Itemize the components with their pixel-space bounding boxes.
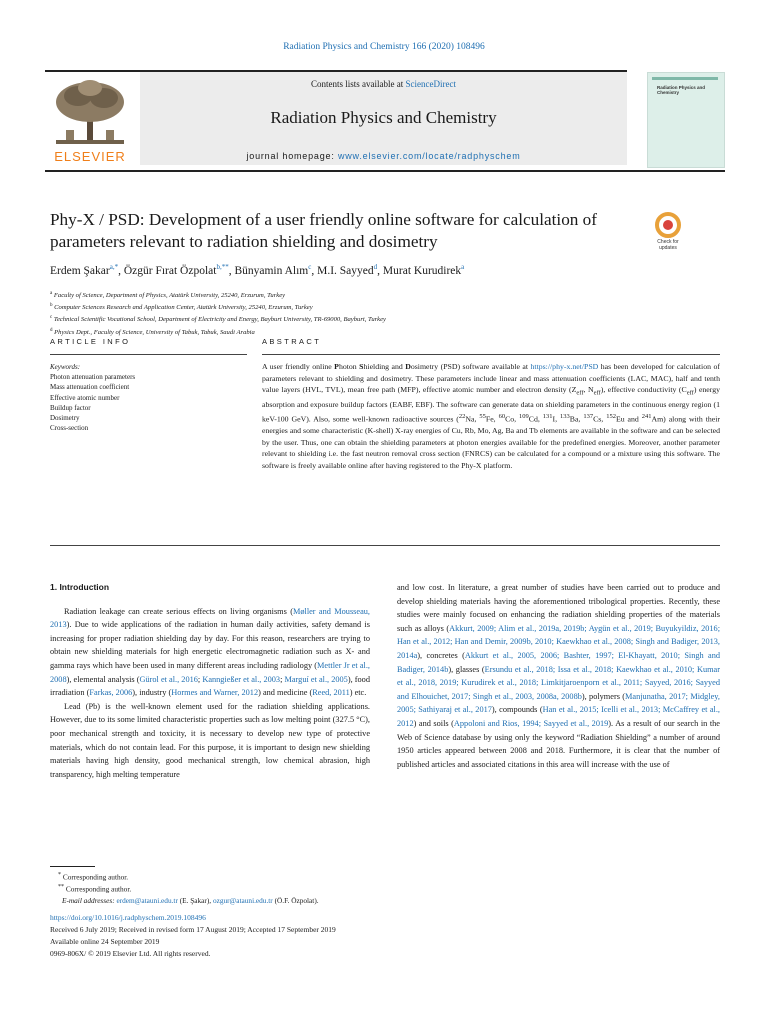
reference-link[interactable]: Møller and Mousseau, 2013 bbox=[50, 606, 370, 630]
journal-cover-thumbnail[interactable] bbox=[647, 72, 725, 168]
affiliations bbox=[50, 289, 710, 338]
header-rule bbox=[45, 170, 725, 172]
journal-homepage: journal homepage: www.elsevier.com/locate/radphyschem bbox=[246, 151, 521, 161]
reference-link[interactable]: Marguí et al., 2005 bbox=[284, 674, 348, 684]
author-affil-marker[interactable]: c bbox=[308, 263, 312, 271]
keyword: Photon attenuation parameters bbox=[50, 373, 136, 382]
author-name[interactable]: M.I. Sayyed bbox=[317, 264, 374, 277]
email-link[interactable]: ozgur@atauni.edu.tr bbox=[212, 895, 273, 905]
author-list: Erdem Şakar$^{a,*}$, Özgür Fırat Özpolat$^{b,**}$, Bünyamin Alım$^c$, M.I. Sayyed$^d$, Murat Kurudirek$^a$ bbox=[50, 263, 465, 277]
author-name[interactable]: Erdem Şakar bbox=[50, 264, 110, 277]
cover-bar bbox=[652, 77, 718, 80]
author-name[interactable]: Bünyamin Alım bbox=[234, 264, 309, 277]
sciencedirect-link[interactable]: ScienceDirect bbox=[405, 79, 456, 89]
check-updates-label: Check for updates bbox=[657, 239, 679, 251]
section-title: 1. Introduction bbox=[50, 582, 110, 592]
check-for-updates-icon[interactable] bbox=[648, 212, 688, 262]
journal-citation[interactable]: Radiation Physics and Chemistry 166 (2020) 108496 bbox=[283, 42, 485, 52]
divider bbox=[50, 354, 247, 355]
reference-link[interactable]: Hormes and Warner, 2012 bbox=[171, 688, 259, 698]
author-affil-marker[interactable]: b,** bbox=[216, 263, 229, 271]
phyx-url-link[interactable]: https://phy-x.net/PSD bbox=[530, 362, 599, 371]
keyword: Cross-section bbox=[50, 424, 89, 433]
email-line: E-mail addresses: erdem@atauni.edu.tr (E. Şakar), ozgur@atauni.edu.tr (Ö.F. Özpolat). bbox=[62, 895, 319, 905]
cover-title: Radiation Physics and Chemistry bbox=[657, 85, 706, 95]
article-info-heading: ARTICLE INFO bbox=[50, 337, 131, 346]
reference-link[interactable]: Ersundu et al., 2018; Issa et al., 2018; Kaewkhao et al., 2010; Kumar et al., 2018, 2019; Kurudirek et al., 2018; Limkitjaroenporn et al., 2011; Sayyed, 2016; Sayyed and Elhouichet, 2017; Singh et al., 2003, 2008a, 2008b bbox=[397, 664, 721, 701]
footnote: * Corresponding author. bbox=[58, 872, 129, 882]
reference-link[interactable]: Appoloni and Rios, 1994; Sayyed et al., 2019 bbox=[453, 718, 609, 728]
reference-link[interactable]: Akkurt et al., 2005, 2006; Bashter, 1997; El-Khayatt, 2010; Singh and Badiger, 2014b bbox=[397, 650, 720, 674]
keyword: Effective atomic number bbox=[50, 393, 120, 402]
paragraph: Lead (Pb) is the well-known element used for the radiation shielding applications. However, due to its some limited characteristic properties such as low melting point (327.5 °C), poor mechanical strength and toxicity, it is necessary to develop new type of protective materials, which do not contain lead. For this purpose, it is important to design new shielding materials having high density, good mechanical strength, low chemical abrasion, high transparency, high melting temperature bbox=[50, 701, 370, 779]
journal-title: Radiation Physics and Chemistry bbox=[270, 108, 497, 127]
reference-link[interactable]: Farkas, 2006 bbox=[89, 688, 133, 698]
paragraph: and low cost. In literature, a great number of studies have been carried out to produce and develop shielding materials having the aforementioned tribological properties. Recently, these studies were mainly focused on enhancing the radiation shielding properties of the materials such as alloys (Akkurt, 2009; Alim et al., 2019a, 2019b; Aygün et al., 2019; Buyukyildiz, 2016; Han et al., 2012; Han and Demir, 2009b, 2010; Kaewkhao et al., 2008; Singh and Badiger, 2013, 2014a), concretes (Akkurt et al., 2005, 2006; Bashter, 1997; El-Khayatt, 2010; Singh and Badiger, 2014b), glasses (Ersundu et al., 2018; Issa et al., 2018; Kaewkhao et al., 2010; Kumar et al., 2018, 2019; Kurudirek et al., 2018; Limkitjaroenporn et al., 2011; Sayyed, 2016; Sayyed and Elhouichet, 2017; Singh et al., 2003, 2008a, 2008b), polymers (Manjunatha, 2017; Midgley, 2005; Sathiyaraj et al., 2017), compounds (Han et al., 2015; Icelli et al., 2013; McCaffrey et al., 2012) and soils (Appoloni and Rios, 1994; Sayyed et al., 2019). As a result of our search in the Web of Science database by using only the keyword “Radiation Shielding” a number of around 1950 articles appeared between 2008 and 2018. Furthermore, it is clear that the number of published articles and associated citations in this area will increase with the use of bbox=[397, 583, 721, 769]
reference-link[interactable]: Mettler Jr et al., 2008 bbox=[50, 660, 370, 684]
affiliation: $^a$ Faculty of Science, Department of Physics, Atatürk University, 25240, Erzurum, Turkey bbox=[50, 291, 286, 300]
affiliation: $^d$ Physics Dept., Faculty of Science, University of Tabuk, Tabuk, Saudi Arabia bbox=[50, 327, 255, 336]
affiliation: $^b$ Computer Sciences Research and Application Center, Atatürk University, 25240, Erzurum, Turkey bbox=[50, 303, 313, 312]
keywords-block bbox=[50, 362, 250, 433]
check-updates-badge bbox=[655, 212, 681, 238]
reference-link[interactable]: Akkurt, 2009; Alim et al., 2019a, 2019b; Aygün et al., 2019; Buyukyildiz, 2016; Han et al., 2012; Han and Demir, 2009b, 2010; Kaewkhao et al., 2008; Singh and Badiger, 2013, 2014a bbox=[397, 623, 720, 660]
article-title: Phy-X / PSD: Development of a user friendly online software for calculation of parameters relevant to radiation shielding and dosimetry bbox=[50, 210, 597, 251]
keyword: Buildup factor bbox=[50, 403, 91, 412]
reference-link[interactable]: Gürol et al., 2016 bbox=[139, 674, 198, 684]
keywords-label: Keywords: bbox=[50, 363, 81, 371]
reference-link[interactable]: Han et al., 2015; Icelli et al., 2013; McCaffrey et al., 2012 bbox=[397, 705, 720, 728]
divider bbox=[262, 354, 720, 355]
abstract-heading: ABSTRACT bbox=[262, 337, 322, 346]
publisher-name: ELSEVIER bbox=[54, 149, 126, 164]
author-affil-marker[interactable]: a bbox=[461, 263, 465, 271]
keyword: Mass attenuation coefficient bbox=[50, 383, 130, 392]
doi-link[interactable]: https://doi.org/10.1016/j.radphyschem.2019.108496 bbox=[50, 913, 206, 922]
author-name[interactable]: Özgür Fırat Özpolat bbox=[123, 264, 217, 277]
author-affil-marker[interactable]: d bbox=[373, 263, 378, 271]
author-affil-marker[interactable]: a,* bbox=[109, 263, 119, 271]
reference-link[interactable]: Kanngießer et al., 2003 bbox=[202, 674, 281, 684]
keyword: Dosimetry bbox=[50, 414, 80, 423]
body-right-column bbox=[397, 581, 720, 771]
footnote-rule bbox=[50, 866, 95, 867]
contents-line: Contents lists available at ScienceDirect bbox=[311, 79, 456, 89]
footnote: ** Corresponding author. bbox=[58, 884, 132, 894]
homepage-link[interactable]: www.elsevier.com/locate/radphyschem bbox=[337, 151, 521, 161]
online-date: Available online 24 September 2019 bbox=[50, 937, 160, 946]
paragraph: Radiation leakage can create serious effects on living organisms (Møller and Mousseau, 2013). Due to wide applications of the radiation in human daily activities, safety demand is increasing for proper radiation shielding day by day. For this reason, researchers are trying to obtain new shielding materials for high energetic electromagnetic radiation such as X- and gamma rays which have been used in many different areas including radiology (Mettler Jr et al., 2008), elemental analysis (Gürol et al., 2016; Kanngießer et al., 2003; Marguí et al., 2005), food irradiation (Farkas, 2006), industry (Hormes and Warner, 2012) and medicine (Reed, 2011) etc. bbox=[50, 606, 370, 698]
email-link[interactable]: erdem@atauni.edu.tr bbox=[116, 895, 178, 905]
received-dates: Received 6 July 2019; Received in revised form 17 August 2019; Accepted 17 September 2019 bbox=[50, 925, 336, 934]
author-name[interactable]: Murat Kurudirek bbox=[382, 264, 462, 277]
reference-link[interactable]: Reed, 2011 bbox=[312, 688, 350, 698]
affiliation: $^c$ Technical Scientific Vocational School, Department of Electricity and Energy, Bayburt University, TR-69000, Bayburt, Turkey bbox=[50, 315, 386, 324]
bibliographic-info bbox=[50, 912, 650, 960]
body-left-column bbox=[50, 581, 370, 781]
abstract-text: A user friendly online Photon Shielding and Dosimetry (PSD) software available at https://phy-x.net/PSD has been developed for calculation of parameters relevant to shielding and dosimetry. These parameters include linear and mass attenuation coefficients (LAC, MAC), half and tenth value layers (HVL, TVL), mean free path (MFP), effective atomic number and electron density ($Z_{eff}$, $N_{eff}$), effective conductivity $(C_{eff})$ energy absorption and exposure buildup factors (EABF, EBF). The software can generate data on shielding parameters in the continuous energy region (1 keV-100 GeV). Also, some well-known radioactive sources ($^{22}$Na, $^{55}$Fe, $^{60}$Co, $^{109}$Cd, $^{131}$I, $^{133}$Ba, $^{137}$Cs, $^{152}$Eu and $^{241}$Am) along with their energies and some characteristic (K-shell) X-ray energies of Cu, Rb, Mo, Ag, Ba and Tb elements are available in the software and can be selected by the user. Thus, one can obtain the shielding parameters at photon energies available for the predefined energies. Moreover, another parameter relevant to shielding i.e. the fast neutron removal cross section (FNRCS) can be calculated for a compound or a mixture using this software. The software is freely available online after having registered to the Phy-X platform. bbox=[262, 362, 721, 470]
copyright: 0969-806X/ © 2019 Elsevier Ltd. All rights reserved. bbox=[50, 949, 211, 958]
reference-link[interactable]: Manjunatha, 2017; Midgley, 2005; Sathiyaraj et al., 2017 bbox=[397, 691, 720, 715]
footnotes bbox=[50, 870, 650, 906]
divider bbox=[50, 545, 720, 546]
